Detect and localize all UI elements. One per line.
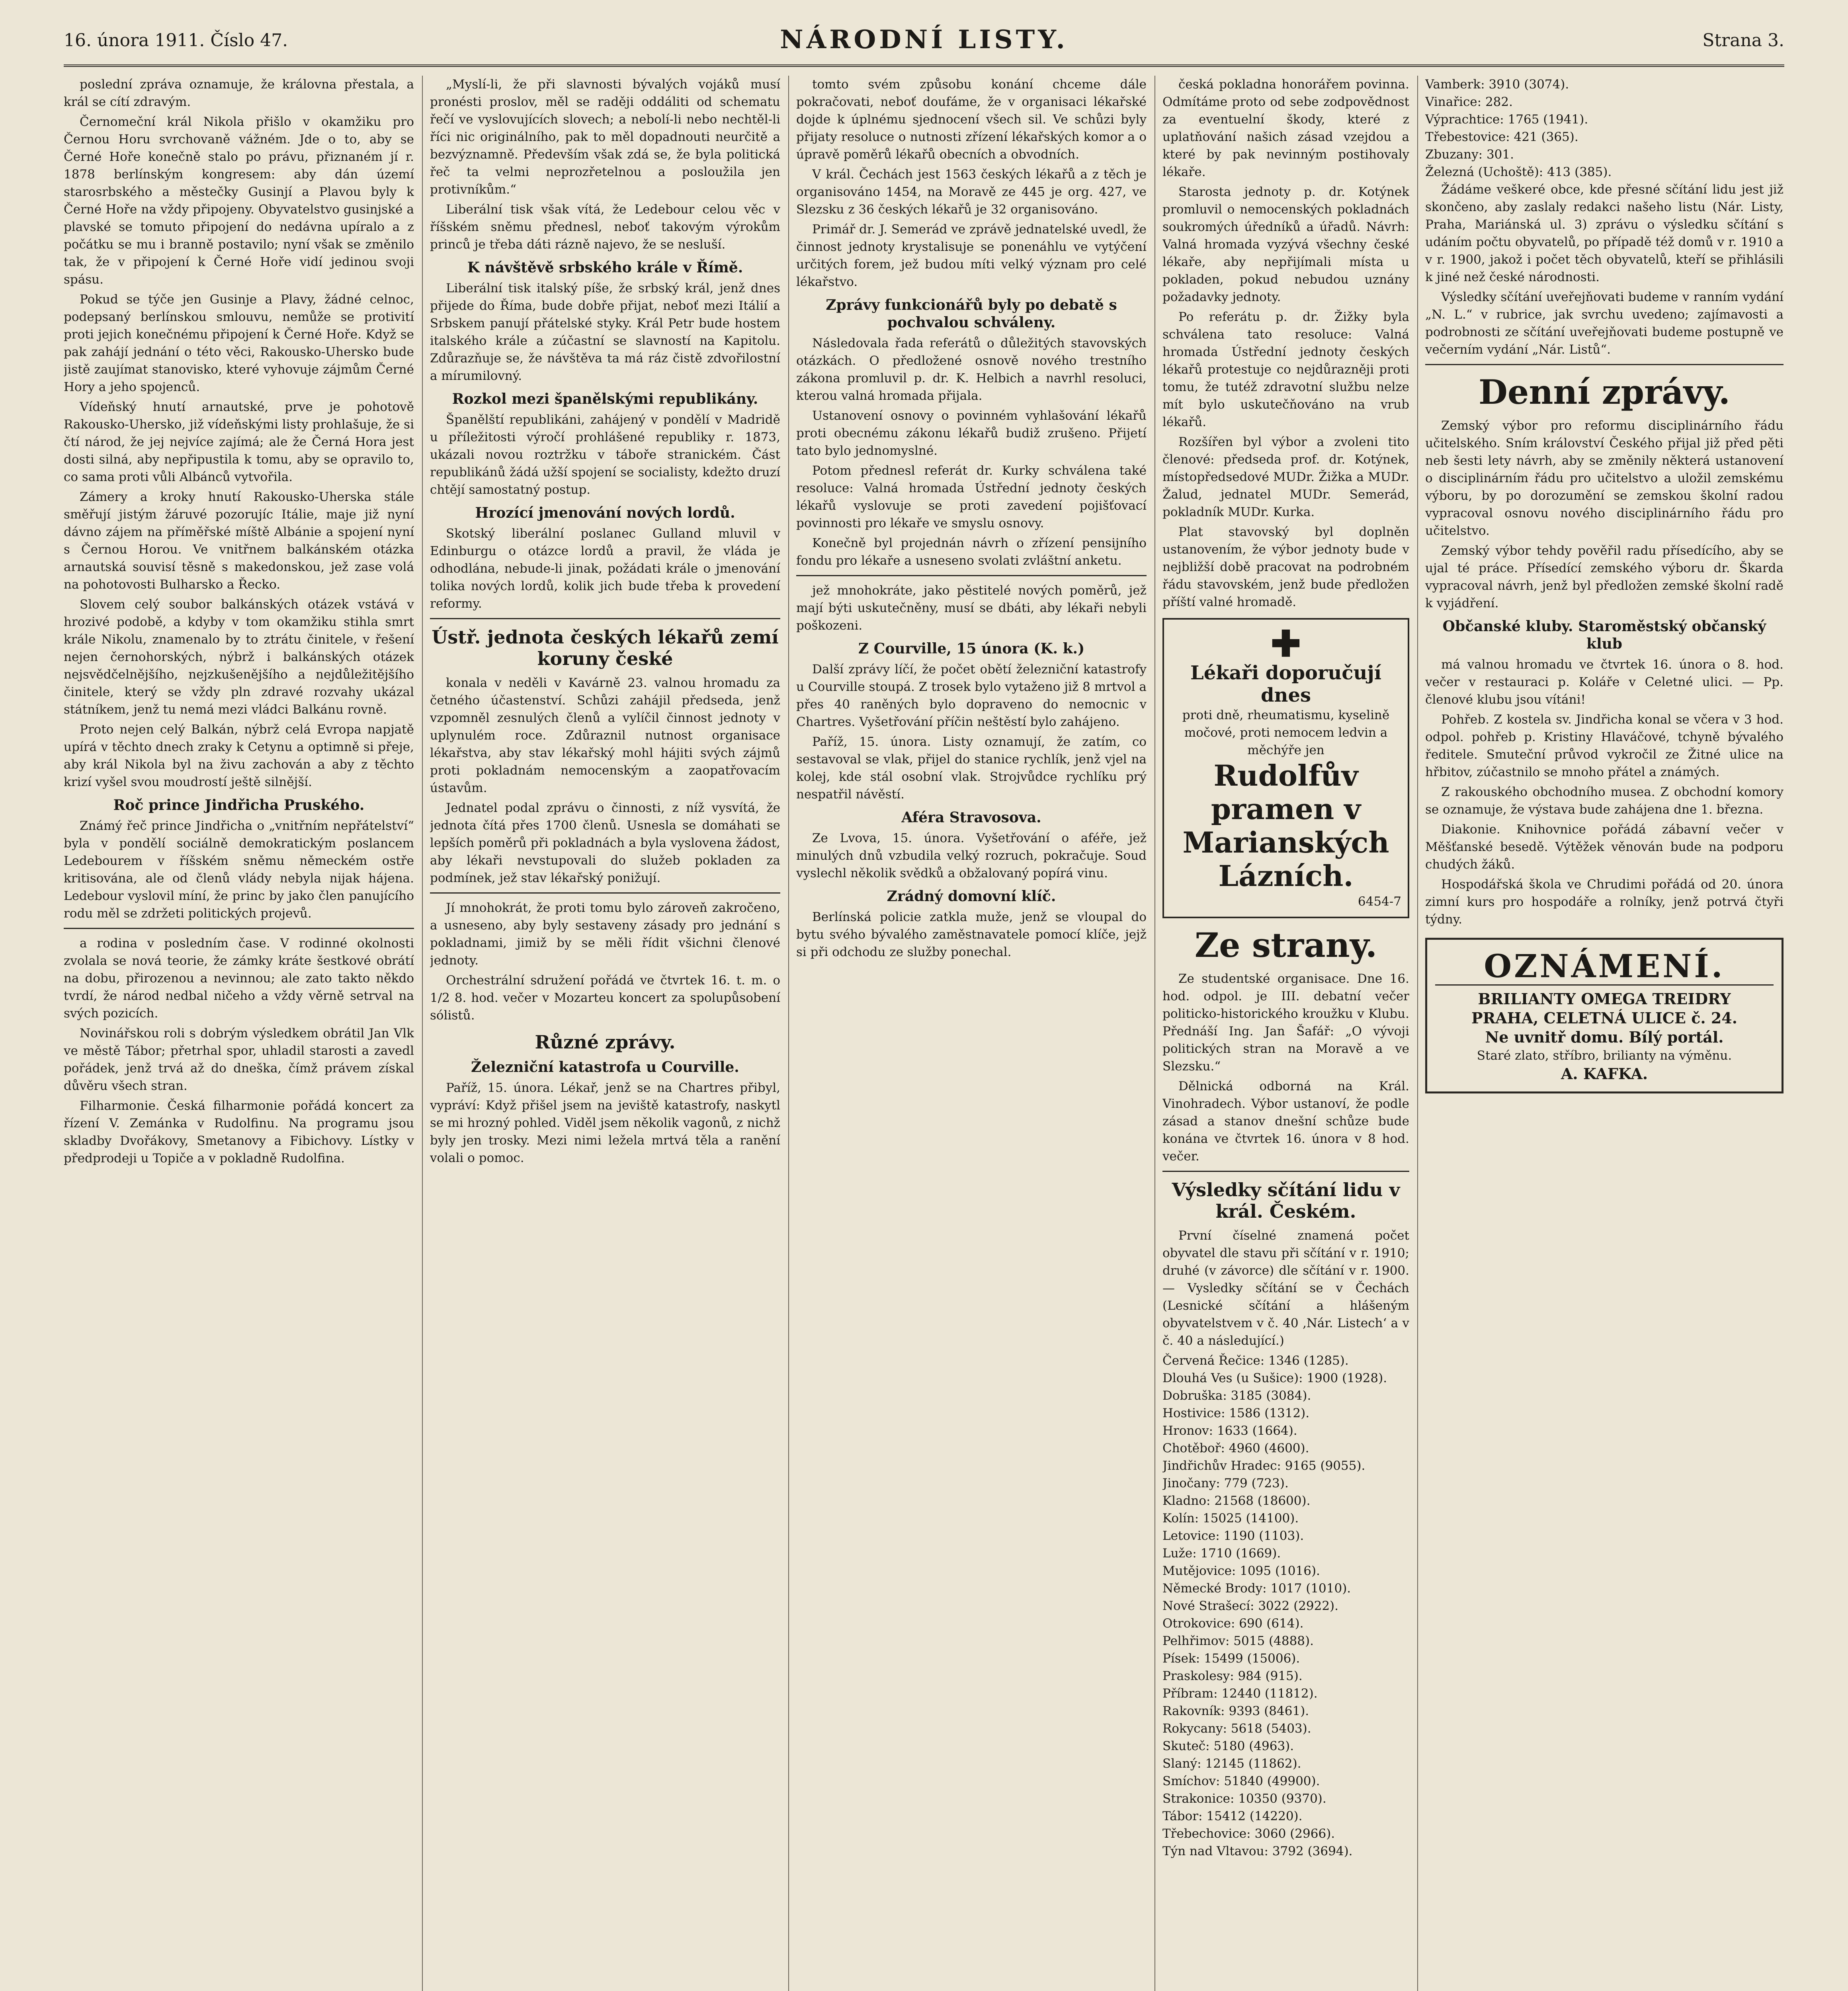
census-entry: Příbram: 12440 (11812).	[1162, 1686, 1318, 1701]
census-entry: Pelhřimov: 5015 (4888).	[1162, 1634, 1314, 1648]
census-entry: Jindřichův Hradec: 9165 (9055).	[1162, 1459, 1365, 1473]
article-paragraph: Z rakouského obchodního musea. Z obchodní komory se oznamuje, že výstava bude zahájena dne 1. března.	[1425, 785, 1784, 817]
ad-code: 6454-7	[1358, 894, 1401, 909]
article-paragraph: Následovala řada referátů o důležitých stavovských otázkách. O předložené osnově nového trestního zákona promluvil p. dr. K. Helbich a navrhl resoluci, kterou valná hromada přijala.	[796, 336, 1147, 403]
article-paragraph: Španělští republikáni, zahájený v pondělí v Madridě u příležitosti výročí prohlášené republiky r. 1873, ukázali novou roztržku v táboře stranickém. Část republikánů žádá užší spojení se socialisty, kdežto druzí chtějí samostatný postup.	[430, 413, 780, 497]
article-heading: Roč prince Jindřicha Pruského.	[113, 797, 365, 814]
census-entry: Letovice: 1190 (1103).	[1162, 1529, 1304, 1543]
census-entry: Vinařice: 282.	[1425, 95, 1513, 109]
column-3	[796, 76, 1147, 1991]
census-entry: Písek: 15499 (15006).	[1162, 1651, 1300, 1666]
article-headline: Ústř. jednota českých lékařů zemí koruny české	[432, 626, 779, 669]
article-paragraph: Vídeňský hnutí arnautské, prve je pohotově Rakousko-Uhersko, již vídeňskými listy prohlašuje, že si čtí národ, že jej nejvíce zajímá; ale že Černá Hora jest dosti silná, aby nepřipustila k tomu, aby se opravilo to, co sama proti vůli Albánců vytvořila.	[64, 400, 414, 484]
article-paragraph: „Myslí-li, že při slavnosti bývalých vojáků musí pronésti proslov, měl se raději oddáliti od schematu řečí ve vyslovujících slovech; a nebolí-li nebo nechtěl-li říci nic originálního, pak to měl dopadnouti neurčitě a bezvýznamně. Především však zdá se, že byla politická řeč ta velmi neprozřetelnou a posloužila jen protivníkům.“	[430, 77, 780, 197]
jeweler-advertisement	[1425, 938, 1784, 1093]
article-paragraph: Jí mnohokrát, že proti tomu bylo zároveň zakročeno, a usneseno, aby byly sestaveny zásady pro jednání s pokladnami, jimiž by se měli řídit všichni členové jednoty.	[430, 901, 780, 968]
section-rule	[1162, 1171, 1409, 1172]
cross-icon: ✚	[1271, 623, 1301, 665]
article-paragraph: Zemský výbor pro reformu disciplinárního řádu učitelského. Sním království Českého přijal již před pěti neb šesti lety návrh, aby se změnily některá ustanovení o disciplinárním řádu pro učitelstvo a uložil zemskému výboru, by po dorozumění se zemskou školní radou vypracoval osnovu nového disciplinárního řádu pro učitelstvo.	[1425, 419, 1784, 538]
article-paragraph: Plat stavovský byl doplněn ustanovením, že výbor jednoty bude v nejbližší době pracovat na podrobném řádu stavovském, jenž bude předložen příští valné hromadě.	[1162, 525, 1409, 609]
census-entry: Kladno: 21568 (18600).	[1162, 1494, 1311, 1508]
article-paragraph: Filharmonie. Česká filharmonie pořádá koncert za řízení V. Zemánka v Rudolfinu. Na programu jsou skladby Dvořákovy, Smetanovy a Fibichovy. Lístky v předprodeji u Topiče a v pokladně Rudolfina.	[64, 1099, 414, 1166]
article-paragraph: Ze studentské organisace. Dne 16. hod. odpol. je III. debatní večer politicko-historického kroužku v Klubu. Přednáší Ing. Jan Šafář: „O vývoji politických stran na Moravě a ve Slezsku.“	[1162, 972, 1409, 1074]
notice-line: Ne uvnitř domu. Bílý portál.	[1485, 1028, 1724, 1046]
census-entry: Zbuzany: 301.	[1425, 147, 1514, 162]
article-paragraph: Rozšířen byl výbor a zvoleni tito členové: předseda prof. dr. Kotýnek, místopředsedové MUDr. Žižka a MUDr. Žalud, jednatel MUDr. Semerád, pokladník MUDr. Kurka.	[1162, 435, 1409, 519]
article-heading: Zrádný domovní klíč.	[887, 888, 1056, 905]
article-headline: Výsledky sčítání lidu v král. Českém.	[1172, 1179, 1400, 1222]
article-paragraph: Konečně byl projednán návrh o zřízení pensijního fondu pro lékaře a usneseno svolati zvláštní anketu.	[796, 536, 1147, 568]
census-entry: Otrokovice: 690 (614).	[1162, 1616, 1304, 1631]
census-entry: Týn nad Vltavou: 3792 (3694).	[1162, 1844, 1353, 1858]
article-paragraph: Primář dr. J. Semerád ve zprávě jednatelské uvedl, že činnost jednoty krystalisuje se ponenáhlu ve vytýčení určitých forem, jež budou míti velký význam pro celé lékařstvo.	[796, 222, 1147, 289]
article-paragraph: konala v neděli v Kavárně 23. valnou hromadu za četného účastenství. Schůzi zahájil předseda, jenž vzpomněl zesnulých členů a vylíčil činnost jednoty v uplynulém roce. Zdůraznil nutnost organisace lékařstva, aby stav lékařský mohl hájiti svých zájmů proti pokladnám nemocenským a zaopatřovacím ústavům.	[430, 676, 780, 795]
census-entry: Chotěboř: 4960 (4600).	[1162, 1441, 1309, 1455]
section-rule	[430, 618, 780, 619]
article-paragraph: Liberální tisk italský píše, že srbský král, jenž dnes přijede do Říma, bude dobře přijat, neboť mezi Itálií a Srbskem panují přátelské styky. Král Petr bude hostem italského krále a zúčastní se slavností na Kapitolu. Zdůrazňuje se, že návštěva ta má ráz čistě zdvořilostní a mírumilovný.	[430, 281, 780, 383]
section-rule	[430, 892, 780, 894]
census-entry: Slaný: 12145 (11862).	[1162, 1756, 1301, 1771]
notice-line: Staré zlato, stříbro, brilianty na výměnu.	[1477, 1048, 1732, 1063]
article-paragraph: Dělnická odborná na Král. Vinohradech. Výbor ustanoví, že podle zásad a stanov dnešní schůze bude konána ve čtvrtek 16. února v 8 hod. večer.	[1162, 1079, 1409, 1164]
census-entry: Červená Řečice: 1346 (1285).	[1162, 1353, 1349, 1368]
census-entry: Strakonice: 10350 (9370).	[1162, 1792, 1326, 1806]
census-entry: Rakovník: 9393 (8461).	[1162, 1704, 1309, 1718]
article-paragraph: česká pokladna honorářem povinna. Odmítáme proto od sebe zodpovědnost za eventuelní škody, které z uplatňování našich zásad vzejdou a které by pak nevinným postihovaly lékaře.	[1162, 77, 1409, 179]
article-paragraph: Paříž, 15. února. Listy oznamují, že zatím, co sestavoval se vlak, přijel do stanice rychlík, jenž vjel na kolej, kde stál osobní vlak. Strojvůdce rychlíku prý nespatřil návěstí.	[796, 735, 1147, 802]
article-paragraph: Po referátu p. dr. Žižky byla schválena tato resoluce: Valná hromada Ústřední jednoty českých lékařů protestuje co nejdůrazněji proti tomu, že tutéž zdravotní službu nelze mít bylo uskutečňováno na vrub lékařů.	[1162, 310, 1409, 429]
census-entry: Hostivice: 1586 (1312).	[1162, 1406, 1310, 1420]
article-paragraph: V král. Čechách jest 1563 českých lékařů a z těch je organisováno 1454, na Moravě ze 445 je org. 427, ve Slezsku z 36 českých lékařů je 32 organisováno.	[796, 167, 1147, 217]
article-paragraph: a rodina v posledním čase. V rodinné okolnosti zvolala se nová teorie, že zámky kráte šestkové obrátí na dobu, přirozenou a nevinnou; ale zato takto někdo tvrdí, že národ nedbal ničeho a vždy věrně setrval na svých pozicích.	[64, 936, 414, 1021]
article-paragraph: Žádáme veškeré obce, kde přesné sčítání lidu jest již skončeno, aby zaslaly redakci našeho listu (Nár. Listy, Praha, Mariánská ul. 3) zprávu o výsledku sčítání s udáním počtu obyvatelů, po případě též domů v r. 1910 a v r. 1900, jakož i počet těch obyvatelů, kteří se přihlásili k jiné než české národnosti.	[1425, 182, 1784, 284]
article-paragraph: Starosta jednoty p. dr. Kotýnek promluvil o nemocenských pokladnách soukromých úředníků a úřadů. Návrh: Valná hromada vyzývá všechny české lékaře, aby nepřijímali místa u pokladen, pokud nebudou uznány požadavky jednoty.	[1162, 185, 1409, 304]
article-paragraph: Pokud se týče jen Gusinje a Plavy, žádné celnoc, podepsaný berlínskou smlouvu, nemůže se protivití proti jejich konečnému připojení k Černé Hoře. Když se pak zahájí jednání o této věci, Rakousko-Uhersko bude jistě zaujímat stanovisko, které vyhovuje zájmům Černé Hory a jeho spojenců.	[64, 292, 414, 394]
article-paragraph: Ustanovení osnovy o povinném vyhlašování lékařů proti obecnému zákonu lékařů budiž zrušeno. Přijetí tato bylo jednomyslné.	[796, 409, 1147, 458]
column-4	[1162, 76, 1409, 1991]
census-entry: Praskolesy: 984 (915).	[1162, 1669, 1303, 1683]
article-paragraph: Potom přednesl referát dr. Kurky schválena také resoluce: Valná hromada Ústřední jednoty českých lékařů vyslovuje se proti zavedení pojišťovací povinnosti pro lékaře ve smyslu osnovy.	[796, 464, 1147, 530]
article-paragraph: Další zprávy líčí, že počet obětí železniční katastrofy u Courville stoupá. Z trosek bylo vytaženo již 8 mrtvol a přes 40 raněných bylo dopraveno do nemocnic v Chartres. Vyšetřování příčin neštěstí bylo zahájeno.	[796, 662, 1147, 729]
notice-line: PRAHA, CELETNÁ ULICE č. 24.	[1471, 1009, 1737, 1027]
dateline: Z Courville, 15 února (K. k.)	[858, 640, 1085, 657]
article-heading: Rozkol mezi španělskými republikány.	[452, 391, 758, 407]
article-paragraph: Známý řeč prince Jindřicha o „vnitřním nepřátelství“ byla v pondělí sociálně demokratickým poslancem Ledebourem v říšském sněmu německém ostře kritisována, ale od členů vlády nebyla nijak hájena. Ledebour vyslovil míní, že princ by jako člen panujícího rodu měl se zdržeti politických projevů.	[64, 819, 414, 921]
article-paragraph: jež mnohokráte, jako pěstitelé nových poměrů, jež mají býti uskutečněny, musí se dbáti, aby lékaři nebyli poškozeni.	[796, 583, 1147, 633]
section-rule	[796, 575, 1147, 576]
issue-date: 16. února 1911. Číslo 47.	[64, 30, 288, 51]
article-paragraph: Zemský výbor tehdy pověřil radu přísedícího, aby se ujal té práce. Přísedící zemského výboru dr. Škarda vypracoval návrh, jenž byl předložen zemské školní radě k vyjádření.	[1425, 544, 1784, 610]
section-heading: Ze strany.	[1194, 925, 1377, 965]
column-2	[430, 76, 780, 1991]
article-paragraph: První číselné znamená počet obyvatel dle stavu při sčítání v r. 1910; druhé (v závorce) dle sčítání v r. 1900. — Vysledky sčítání se v Čechách (Lesnické sčítání a hlášeným obyvatelstvem v č. 40 ‚Nár. Listech‘ a v č. 40 a následující.)	[1162, 1228, 1409, 1348]
ad-brand: Rudolfův pramen v Marianských Lázních.	[1182, 759, 1389, 893]
article-paragraph: Paříž, 15. února. Lékař, jenž se na Chartres přibyl, vypráví: Když přišel jsem na jeviště katastrofy, naskytl se mi hrozný pohled. Viděl jsem několik vagonů, z nichž byly jen trosky. Mezi nimi ležela mrtvá těla a ranění volali o pomoc.	[430, 1081, 780, 1165]
article-paragraph: Skotský liberální poslanec Gulland mluvil v Edinburgu o otázce lordů a pravil, že vláda je odhodlána, nebude-li jinak, požádati krále o jmenování tolika nových lordů, kolik jich bude třeba k provedení reformy.	[430, 526, 780, 611]
notice-title: OZNÁMENÍ.	[1435, 948, 1774, 986]
notice-line: BRILIANTY OMEGA TREIDRY	[1478, 990, 1731, 1008]
census-entry: Tábor: 15412 (14220).	[1162, 1809, 1303, 1823]
article-paragraph: Černomeční král Nikola přišlo v okamžiku pro Černou Horu svrchovaně vážném. Jde o to, aby se Černé Hoře konečně stalo po právu, přiznaném jí r. 1878 berlínským kongresem: aby dán území starosrbského a městečky Gusinjí a Plavou byly k Černé Hoře na vždy připojeny. Obyvatelstvo gusinjské a plavské se tomuto připojení do nedávna upíralo a z počátku se mu i branně postavilo; nyní však se změnilo tak, že v připojení k Černé Hoře vidí jedinou svoji spásu.	[64, 115, 414, 287]
article-paragraph: Proto nejen celý Balkán, nýbrž celá Evropa napjatě upírá v těchto dnech zraky k Cetynu a optimně si přeje, aby král Nikola byl na živu zachován a aby z těchto krizí vyšel svou moudrostí ještě silnější.	[64, 722, 414, 789]
column-divider	[1417, 76, 1418, 1991]
census-entry: Třebechovice: 3060 (2966).	[1162, 1827, 1335, 1841]
article-paragraph: Zámery a kroky hnutí Rakousko-Uherska stále směřují jistým žáruvé pozorujíc Itálie, maje již nyní dávno zájem na příměřské míště Albánie a spojení nyní s Černou Horou. Ve vnitřnem balkánském otázka arnautská souvisí těsně s makedonskou, jež zase volá na pohotovosti Bulharsko a Řecko.	[64, 490, 414, 592]
article-heading: Hrozící jmenování nových lordů.	[475, 505, 735, 521]
census-entry: Železná (Uchoště): 413 (385).	[1425, 165, 1612, 179]
article-heading: Občanské kluby. Staroměstský občanský klub	[1442, 618, 1766, 652]
article-paragraph: Hospodářská škola ve Chrudimi pořádá od 20. února zimní kurs pro hospodáře a rolníky, jenž potrvá čtyři týdny.	[1425, 877, 1784, 927]
section-heading: Různé zprávy.	[535, 1031, 676, 1053]
mineral-water-advertisement	[1162, 618, 1409, 918]
census-entry: Nové Strašecí: 3022 (2922).	[1162, 1599, 1339, 1613]
census-entry: Vamberk: 3910 (3074).	[1425, 77, 1569, 92]
census-entry: Hronov: 1633 (1664).	[1162, 1424, 1297, 1438]
census-entry: Německé Brody: 1017 (1010).	[1162, 1581, 1351, 1596]
article-paragraph: Pohřeb. Z kostela sv. Jindřicha konal se včera v 3 hod. odpol. pohřeb p. Kristiny Hlaváčové, tchyně bývalého ředitele. Smuteční průvod vykročil ze Žitné ulice na hřbitov, zúčastnilo se mnoho přátel a známých.	[1425, 712, 1784, 779]
page-number: Strana 3.	[1702, 30, 1784, 51]
census-list	[1425, 76, 1784, 181]
census-entry: Mutějovice: 1095 (1016).	[1162, 1564, 1320, 1578]
column-divider	[788, 76, 789, 1991]
article-paragraph: Výsledky sčítání uveřejňovati budeme v ranním vydání „N. L.“ v rubrice, jak svrchu uvedeno; zajímavosti a podrobnosti ze sčítání uveřejňovati budeme postupně ve večerním vydání „Nár. Listů“.	[1425, 290, 1784, 357]
article-paragraph: Berlínská policie zatkla muže, jenž se vloupal do bytu svého bývalého zaměstnavatele pomocí klíče, jejž si při odchodu ze služby ponechal.	[796, 910, 1147, 959]
article-paragraph: Diakonie. Knihovnice pořádá zábavní večer v Měšťanské besedě. Výtěžek věnován bude na podporu chudých žáků.	[1425, 822, 1784, 872]
article-paragraph: tomto svém způsobu konání chceme dále pokračovati, neboť doufáme, že v organisaci lékařské dojde k úplnému sjednocení všech sil. Ve schůzi byly přijaty resoluce o nutnosti zřízení lékařských komor a o úpravě poměrů lékařů obecních a obvodních.	[796, 77, 1147, 162]
section-heading: Denní zprávy.	[1479, 372, 1730, 412]
census-entry: Skuteč: 5180 (4963).	[1162, 1739, 1294, 1753]
census-list	[1162, 1352, 1409, 1860]
article-heading: Aféra Stravosova.	[901, 809, 1041, 826]
page-header	[64, 21, 1784, 67]
census-entry: Výprachtice: 1765 (1941).	[1425, 112, 1588, 127]
article-paragraph: Jednatel podal zprávu o činnosti, z níž vysvítá, že jednota čítá přes 1700 členů. Usnesla se domáhati se lepších poměrů při pokladnách a byla vyslovena žádost, aby lékaři nevstupovali do služeb pokladen za podmínek, jež stav lékařský ponižují.	[430, 801, 780, 885]
article-paragraph: Ze Lvova, 15. února. Vyšetřování o aféře, jež minulých dnů vzbudila velký rozruch, pokračuje. Soud vyslechl několik svědků a obžalovaný popírá vinu.	[796, 831, 1147, 880]
column-1	[64, 76, 414, 1991]
article-paragraph: má valnou hromadu ve čtvrtek 16. února o 8. hod. večer v restauraci p. Koláře v Celetné ulici. — Pp. členové klubu jsou vítáni!	[1425, 657, 1784, 707]
census-entry: Dobruška: 3185 (3084).	[1162, 1389, 1311, 1403]
notice-signature: A. KAFKA.	[1561, 1065, 1648, 1083]
ad-text: proti dně, rheumatismu, kyselině močové, proti nemocem ledvin a měchýře jen	[1182, 708, 1390, 757]
article-heading: K návštěvě srbského krále v Římě.	[467, 259, 743, 276]
article-paragraph: Novinářskou roli s dobrým výsledkem obrátil Jan Vlk ve městě Tábor; přetrhal spor, uhladil starosti a zavedl pořádek, jenž trvá až do dneška, čímž právem získal důvěru všech stran.	[64, 1026, 414, 1093]
column-5	[1425, 76, 1784, 1991]
census-entry: Třebestovice: 421 (365).	[1425, 130, 1578, 144]
article-heading: Železniční katastrofa u Courville.	[471, 1059, 739, 1076]
census-entry: Smíchov: 51840 (49900).	[1162, 1774, 1320, 1788]
column-divider	[422, 76, 423, 1991]
masthead: NÁRODNÍ LISTY.	[780, 25, 1068, 55]
article-heading: Zprávy funkcionářů byly po debatě s pochvalou schváleny.	[826, 297, 1117, 331]
section-rule	[64, 928, 414, 929]
census-entry: Luže: 1710 (1669).	[1162, 1546, 1281, 1561]
census-entry: Kolín: 15025 (14100).	[1162, 1511, 1299, 1526]
article-paragraph: Orchestrální sdružení pořádá ve čtvrtek 16. t. m. o 1/2 8. hod. večer v Mozarteu koncert za spolupůsobení sólistů.	[430, 973, 780, 1023]
census-entry: Dlouhá Ves (u Sušice): 1900 (1928).	[1162, 1371, 1387, 1385]
census-entry: Rokycany: 5618 (5403).	[1162, 1721, 1311, 1736]
ad-headline: Lékaři doporučují dnes	[1190, 662, 1381, 706]
article-paragraph: poslední zpráva oznamuje, že královna přestala, a král se cítí zdravým.	[64, 77, 414, 109]
article-paragraph: Slovem celý soubor balkánských otázek vstává v hrozivé podobě, a kdyby v tom okamžiku stihla smrt krále Nikolu, znamenalo by to ztrátu činitele, v řešení nejen černohorských, nýbrž i balkánských otázek nejsvědčelnějšího, nejzkušenějšího a nejdůležitějšího činitele, který se vždy pln zdravé rozvahy ukázal státníkem, jenž tu nemá mezi vládci Balkánu rovně.	[64, 597, 414, 717]
section-rule	[1425, 364, 1784, 365]
article-paragraph: Liberální tisk však vítá, že Ledebour celou věc v říšském sněmu přednesl, neboť takovým výrokům princů je třeba dáti rázně najevo, že se nesluší.	[430, 202, 780, 252]
census-entry: Jinočany: 779 (723).	[1162, 1476, 1289, 1490]
